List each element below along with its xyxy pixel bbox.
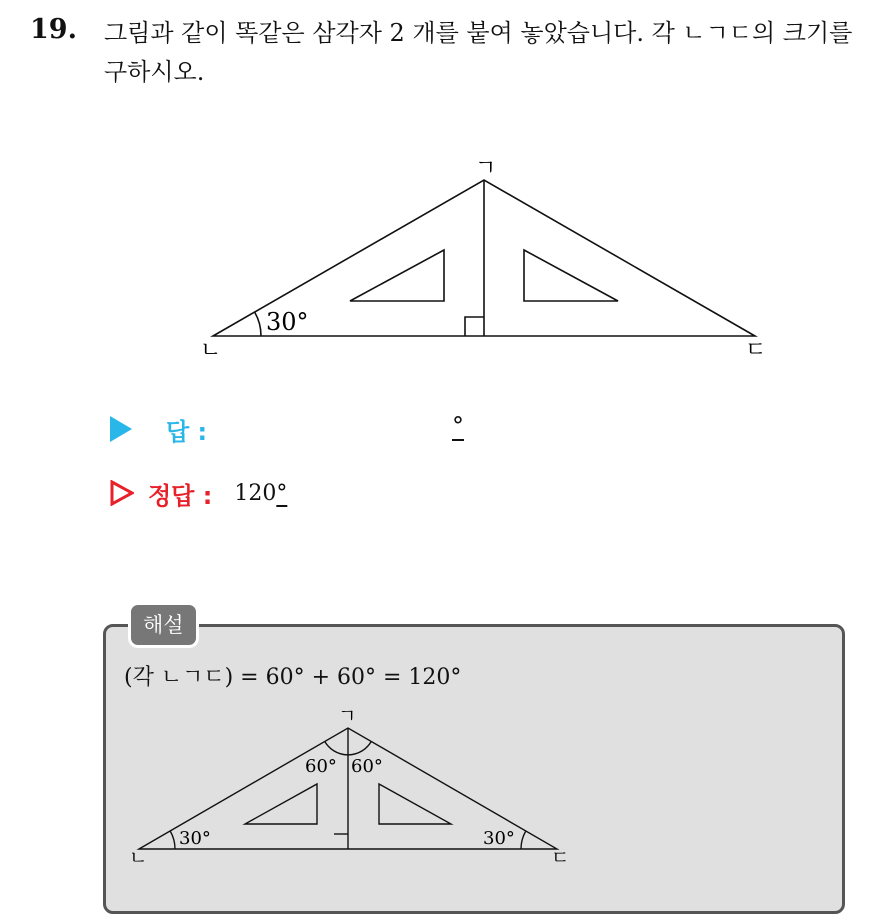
answer-label: 답 : xyxy=(166,417,208,446)
left-cutout xyxy=(350,250,444,301)
right-cutout xyxy=(524,250,618,301)
play-icon xyxy=(110,416,132,442)
correct-answer-row xyxy=(110,476,287,510)
right-angle-mark xyxy=(465,317,484,336)
correct-label: 정답 : xyxy=(148,481,213,510)
vertex-top-label: ㄱ xyxy=(475,156,497,181)
correct-value: 120° xyxy=(234,480,288,506)
exp-left-cutout xyxy=(245,784,317,824)
explanation-formula: (각 ㄴㄱㄷ) = 60° + 60° = 120° xyxy=(124,665,462,690)
correct-unit: ° xyxy=(276,480,288,506)
vertex-right-label: ㄷ xyxy=(745,338,767,360)
exp-angle-left-label: 60° xyxy=(305,756,337,777)
angle-label: 30° xyxy=(266,308,309,336)
exp-left-arc xyxy=(170,831,175,849)
exp-angle-right-label: 60° xyxy=(351,756,383,777)
exp-vertex-left-label: ㄴ xyxy=(129,847,148,866)
question-text: 그림과 같이 똑같은 삼각자 2 개를 붙여 놓았습니다. 각 ㄴㄱㄷ의 크기를 구하시오. xyxy=(104,19,853,86)
play-outline-icon xyxy=(110,480,134,506)
exp-right-arc xyxy=(521,831,526,849)
angle-arc xyxy=(255,312,261,336)
exp-base-left-label: 30° xyxy=(179,828,211,849)
exp-vertex-top-label: ㄱ xyxy=(338,706,357,727)
answer-blank-unit[interactable]: ° xyxy=(452,412,464,440)
vertex-left-label: ㄴ xyxy=(200,338,222,360)
triangle-figure xyxy=(190,150,770,360)
answer-row xyxy=(110,412,207,446)
exp-base-right-label: 30° xyxy=(483,828,515,849)
exp-right-cutout xyxy=(379,784,451,824)
explanation-tag: 해설 xyxy=(128,602,199,648)
exp-vertex-right-label: ㄷ xyxy=(551,847,570,866)
question-number: 19. xyxy=(30,14,77,45)
explanation-figure xyxy=(125,706,575,866)
